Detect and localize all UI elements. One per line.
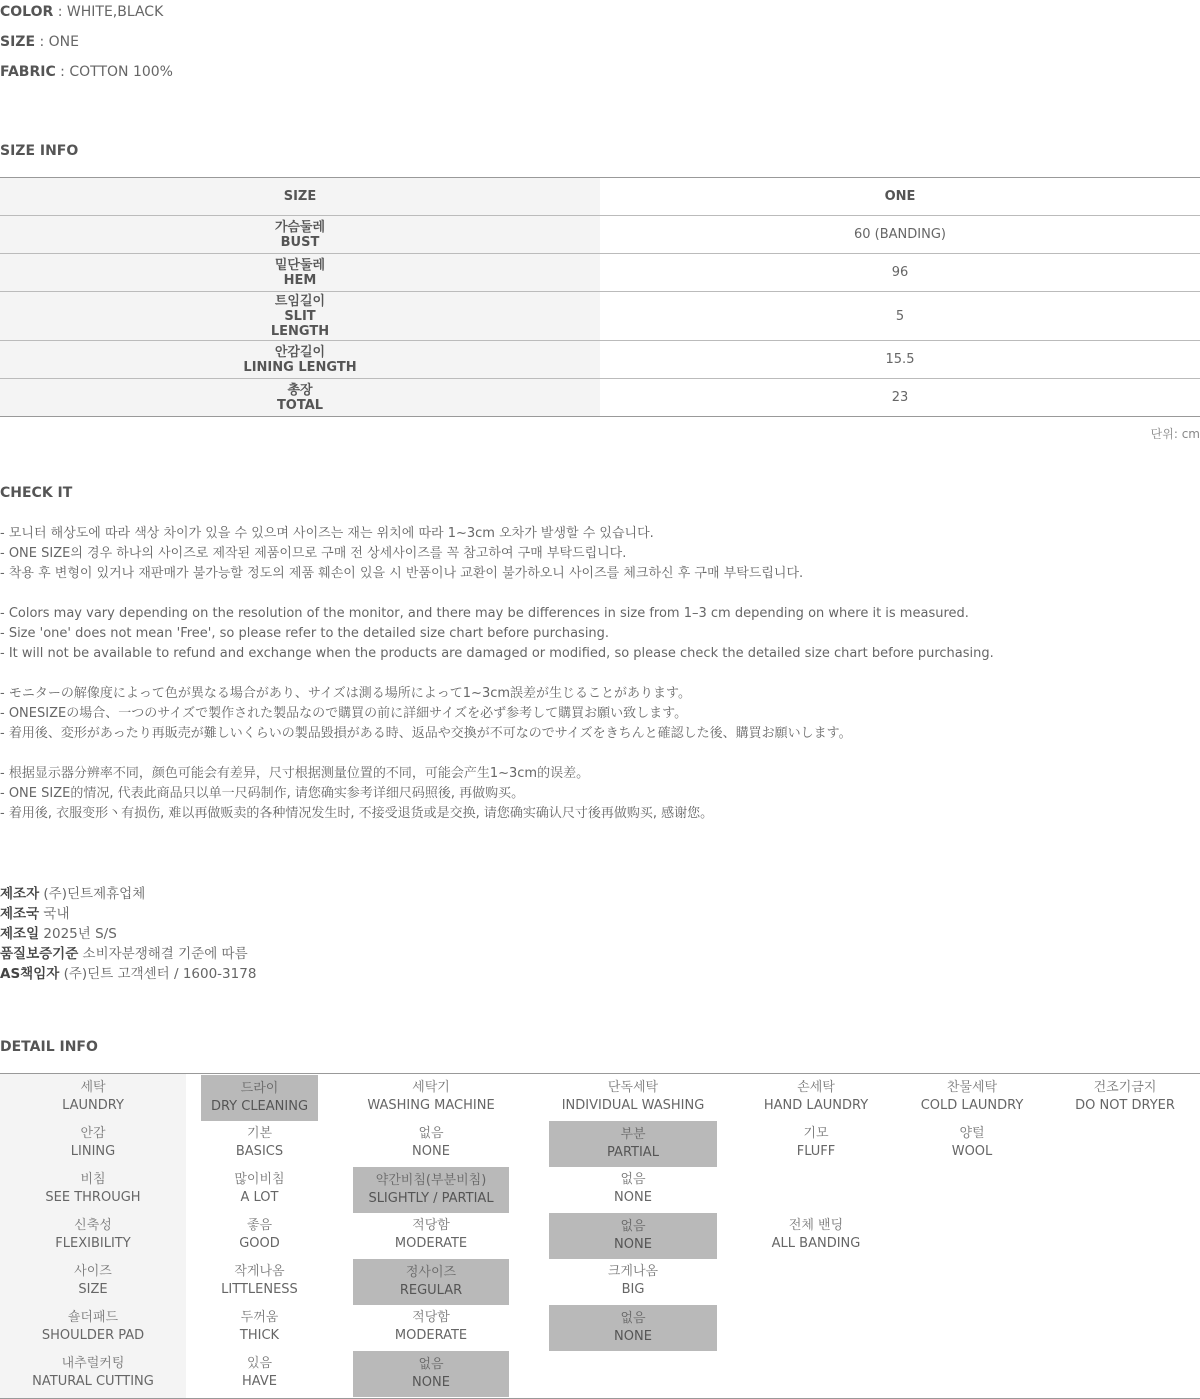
check-line: - 모니터 해상도에 따라 색상 차이가 있을 수 있으며 사이즈는 재는 위치에 따라 1~3cm 오차가 발생할 수 있습니다. <box>0 526 654 541</box>
option-ko: 찬물세탁 <box>946 1080 998 1095</box>
option-ko: 없음 <box>418 1126 444 1141</box>
detail-option-selected <box>353 1259 509 1305</box>
spec-fabric <box>0 64 173 80</box>
option-ko: 양털 <box>959 1126 985 1141</box>
detail-option <box>906 1074 1038 1120</box>
check-it-title: CHECK IT <box>0 485 73 501</box>
size-label-en: SLIT <box>284 308 316 324</box>
detail-grid <box>0 1073 1200 1399</box>
size-row-label <box>0 254 600 291</box>
option-en: MODERATE <box>394 1236 468 1251</box>
check-line: - ONE SIZE的情况, 代表此商品只以单一尺码制作, 请您确实参考详细尺码照後, 再做购买。 <box>0 786 525 801</box>
label-en: SEE THROUGH <box>45 1190 141 1205</box>
option-ko: 단독세탁 <box>607 1080 659 1095</box>
maker-label: 품질보증기준 <box>0 946 79 962</box>
spec-label: SIZE <box>0 34 36 50</box>
spec-label: FABRIC <box>0 64 56 80</box>
detail-option-selected <box>549 1121 717 1167</box>
size-header-label: SIZE <box>0 178 600 215</box>
detail-option <box>201 1120 318 1166</box>
check-line: - 根据显示器分辨率不同，颜色可能会有差异，尺寸根据测量位置的不同，可能会产生1~3cm的误差。 <box>0 766 590 781</box>
size-row-label <box>0 292 600 340</box>
size-unit: 단위: cm <box>1150 427 1200 441</box>
maker-row <box>0 904 256 924</box>
maker-label: 제조일 <box>0 926 40 942</box>
size-table <box>0 177 1200 417</box>
option-en: REGULAR <box>399 1283 463 1298</box>
label-en: LAUNDRY <box>62 1098 124 1113</box>
option-en: FLUFF <box>796 1144 836 1159</box>
maker-row <box>0 944 256 964</box>
maker-value: (주)딘트제휴업체 <box>39 886 146 902</box>
size-row-value: 23 <box>891 390 909 405</box>
size-row-label <box>0 216 600 253</box>
maker-label: AS책임자 <box>0 966 60 982</box>
option-ko: 없음 <box>620 1219 646 1234</box>
check-line: - 着用後, 衣服变形丶有损伤, 难以再做贩卖的各种情况发生时, 不接受退货或是交换, 请您确实确认尺寸後再做购买, 感谢您。 <box>0 806 714 821</box>
label-en: SIZE <box>78 1282 108 1297</box>
size-row <box>0 216 1200 254</box>
size-label-ko: 안감길이 <box>274 344 326 360</box>
option-en: COLD LAUNDRY <box>920 1098 1024 1113</box>
detail-option <box>353 1212 509 1258</box>
option-en: NONE <box>412 1144 450 1159</box>
option-ko: 없음 <box>620 1172 646 1187</box>
option-en: DO NOT DRYER <box>1075 1098 1175 1113</box>
option-en: ALL BANDING <box>771 1236 861 1251</box>
detail-row-label <box>0 1258 186 1304</box>
detail-option <box>736 1074 896 1120</box>
option-ko: 작게나옴 <box>234 1264 285 1279</box>
option-ko: 전체 밴딩 <box>788 1218 844 1233</box>
label-ko: 숄더패드 <box>67 1310 119 1325</box>
detail-option <box>353 1074 509 1120</box>
size-row <box>0 254 1200 292</box>
size-row-value: 5 <box>895 308 905 324</box>
label-en: NATURAL CUTTING <box>32 1374 154 1389</box>
detail-option-selected <box>353 1167 509 1213</box>
maker-row <box>0 924 256 944</box>
option-ko: 없음 <box>620 1311 646 1326</box>
option-en: THICK <box>239 1328 280 1343</box>
option-ko: 부분 <box>620 1127 646 1142</box>
detail-option <box>549 1258 717 1304</box>
option-en: WASHING MACHINE <box>367 1098 495 1113</box>
option-ko: 정사이즈 <box>405 1265 457 1280</box>
check-line: - ONESIZEの場合、一つのサイズで製作された製品なので購買の前に詳細サイズを必ず参考して購買お願い致します。 <box>0 706 688 721</box>
size-label-en: LINING LENGTH <box>243 359 357 375</box>
option-en: HAVE <box>242 1374 277 1389</box>
option-en: NONE <box>614 1329 652 1344</box>
detail-row-label <box>0 1304 186 1350</box>
detail-option <box>201 1304 318 1350</box>
option-en: NONE <box>412 1375 450 1390</box>
maker-value: 국내 <box>39 906 70 922</box>
spec-color <box>0 4 163 20</box>
option-ko: 많이비침 <box>234 1172 285 1187</box>
size-row-value: 15.5 <box>885 352 915 367</box>
detail-option <box>353 1120 509 1166</box>
maker-label: 제조국 <box>0 906 40 922</box>
option-ko: 손세탁 <box>797 1080 835 1095</box>
detail-row-label <box>0 1166 186 1212</box>
detail-option <box>353 1304 509 1350</box>
detail-option <box>549 1074 717 1120</box>
size-label-en: HEM <box>283 272 317 288</box>
option-en: INDIVIDUAL WASHING <box>561 1098 705 1113</box>
detail-row-label <box>0 1212 186 1258</box>
option-ko: 좋음 <box>246 1218 273 1233</box>
option-en: NONE <box>614 1190 652 1205</box>
option-en: LITTLENESS <box>221 1282 298 1297</box>
check-line: - 着用後、変形があったり再販売が難しいくらいの製品毀損がある時、返品や交換が不可なのでサイズをきちんと確認した後、購買お願いします。 <box>0 726 852 741</box>
option-ko: 크게나옴 <box>607 1264 659 1279</box>
option-en: NONE <box>614 1237 652 1252</box>
label-ko: 내추럴커팅 <box>61 1356 125 1371</box>
detail-info-title: DETAIL INFO <box>0 1039 98 1055</box>
maker-label: 제조자 <box>0 886 40 902</box>
maker-info <box>0 884 256 984</box>
option-en: SLIGHTLY / PARTIAL <box>368 1191 494 1206</box>
option-ko: 기모 <box>803 1126 829 1141</box>
option-ko: 없음 <box>418 1357 444 1372</box>
size-label-ko: 총장 <box>287 382 313 398</box>
size-row-value: 60 (BANDING) <box>854 227 946 242</box>
detail-option-selected <box>549 1305 717 1351</box>
label-ko: 안감 <box>80 1126 106 1141</box>
maker-row <box>0 884 256 904</box>
label-ko: 비침 <box>80 1172 106 1187</box>
size-row <box>0 292 1200 341</box>
check-line: - Size 'one' does not mean 'Free', so please refer to the detailed size chart before purchasing. <box>0 626 610 641</box>
detail-option <box>736 1120 896 1166</box>
size-info-title: SIZE INFO <box>0 143 79 159</box>
label-ko: 신축성 <box>74 1218 112 1233</box>
option-ko: 있음 <box>246 1356 273 1371</box>
option-en: HAND LAUNDRY <box>763 1098 869 1113</box>
detail-option <box>201 1350 318 1396</box>
detail-row-label <box>0 1074 186 1120</box>
size-row <box>0 379 1200 417</box>
size-row-label <box>0 341 600 378</box>
detail-option <box>906 1120 1038 1166</box>
option-en: BASICS <box>235 1144 284 1159</box>
check-line: - Colors may vary depending on the resolution of the monitor, and there may be differences in size from 1–3 cm depending on where it is measured. <box>0 606 969 621</box>
check-line: - It will not be available to refund and exchange when the products are damaged or modified, so please check the detailed size chart before purchasing. <box>0 646 994 661</box>
size-label-ko: 가슴둘레 <box>274 219 326 235</box>
detail-row-label <box>0 1350 186 1396</box>
check-line: - モニターの解像度によって色が異なる場合があり、サイズは測る場所によって1~3cm誤差が生じることがあります。 <box>0 686 691 701</box>
option-ko: 적당함 <box>412 1218 450 1233</box>
option-ko: 드라이 <box>240 1081 279 1096</box>
check-line: - ONE SIZE의 경우 하나의 사이즈로 제작된 제품이므로 구매 전 상세사이즈를 꼭 참고하여 구매 부탁드립니다. <box>0 546 627 561</box>
detail-row-label <box>0 1120 186 1166</box>
label-en: FLEXIBILITY <box>55 1236 131 1251</box>
label-ko: 세탁 <box>80 1080 106 1095</box>
size-label-en: LENGTH <box>270 323 330 339</box>
size-row-value: 96 <box>891 265 909 280</box>
option-ko: 세탁기 <box>412 1080 450 1095</box>
detail-option <box>736 1212 896 1258</box>
label-en: SHOULDER PAD <box>41 1328 145 1343</box>
detail-option <box>201 1166 318 1212</box>
option-en: GOOD <box>239 1236 280 1251</box>
size-table-header <box>0 178 1200 216</box>
spec-value: : COTTON 100% <box>55 64 173 80</box>
maker-row <box>0 964 256 984</box>
size-row-label <box>0 379 600 416</box>
size-label-en: BUST <box>280 234 320 250</box>
maker-value: 소비자분쟁해결 기준에 따름 <box>78 946 248 962</box>
size-label-ko: 트임길이 <box>274 293 326 309</box>
detail-option <box>201 1212 318 1258</box>
detail-option-selected <box>549 1213 717 1259</box>
option-ko: 약간비침(부분비침) <box>375 1173 487 1188</box>
check-line: - 착용 후 변형이 있거나 재판매가 불가능할 정도의 제품 훼손이 있을 시 반품이나 교환이 불가하오니 사이즈를 체크하신 후 구매 부탁드립니다. <box>0 566 804 581</box>
detail-option <box>549 1166 717 1212</box>
option-en: DRY CLEANING <box>210 1099 309 1114</box>
option-ko: 적당함 <box>412 1310 450 1325</box>
option-ko: 두꺼움 <box>240 1310 279 1325</box>
detail-option <box>201 1258 318 1304</box>
label-ko: 사이즈 <box>74 1264 112 1279</box>
option-en: PARTIAL <box>607 1145 659 1160</box>
size-label-ko: 밑단둘레 <box>274 257 326 273</box>
spec-value: : WHITE,BLACK <box>53 4 164 20</box>
option-en: MODERATE <box>394 1328 468 1343</box>
spec-value: : ONE <box>35 34 79 50</box>
spec-label: COLOR <box>0 4 54 20</box>
size-header-value: ONE <box>884 189 916 204</box>
option-en: WOOL <box>951 1144 993 1159</box>
label-en: LINING <box>70 1144 116 1159</box>
maker-value: 2025년 S/S <box>39 926 117 942</box>
option-ko: 기본 <box>246 1126 273 1141</box>
option-en: BIG <box>621 1282 645 1297</box>
maker-value: (주)딘트 고객센터 / 1600-3178 <box>59 966 257 982</box>
detail-option <box>1058 1074 1192 1120</box>
spec-size <box>0 34 79 50</box>
option-ko: 건조기금지 <box>1093 1080 1157 1095</box>
size-row <box>0 341 1200 379</box>
size-label-en: TOTAL <box>276 397 324 413</box>
detail-option-selected <box>353 1351 509 1397</box>
detail-option-selected <box>201 1075 318 1121</box>
option-en: A LOT <box>240 1190 279 1205</box>
